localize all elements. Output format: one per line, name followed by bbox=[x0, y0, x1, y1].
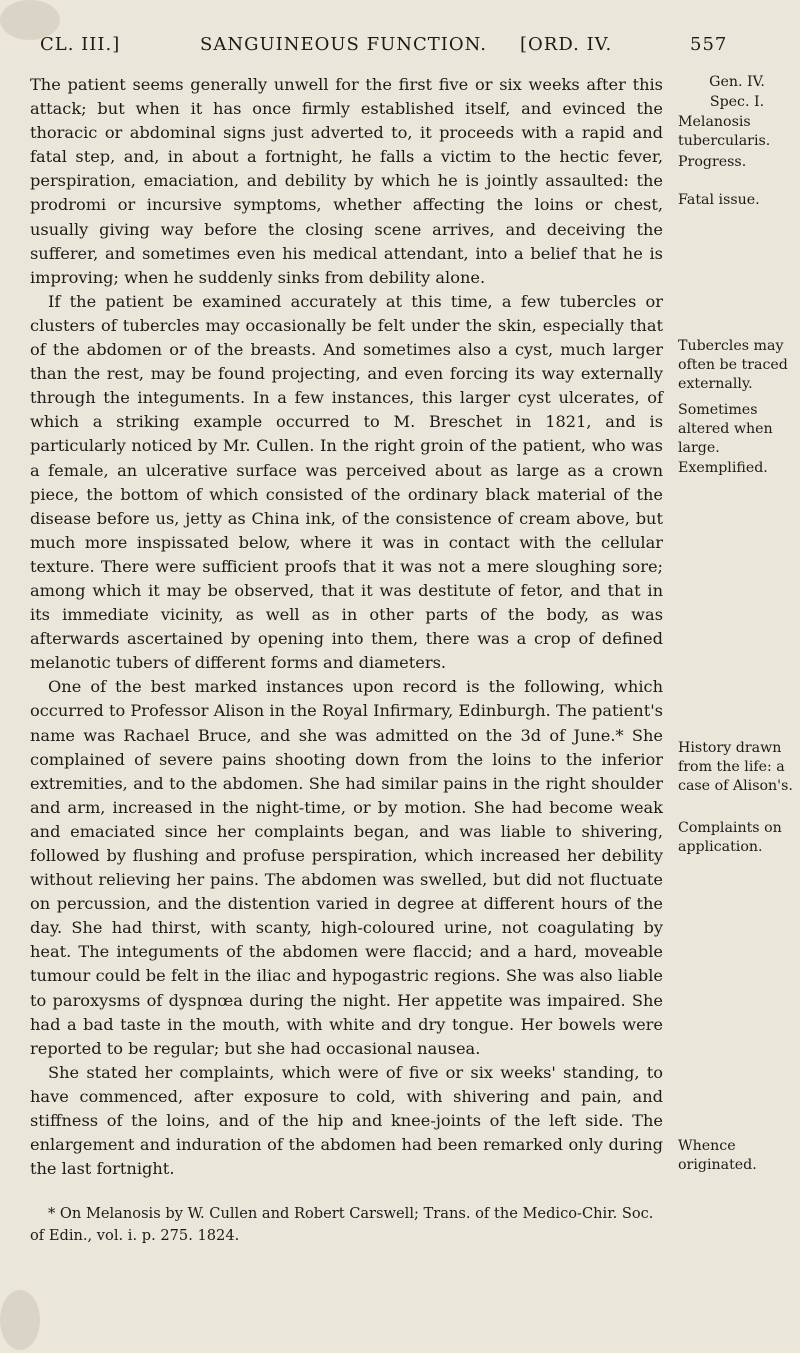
paragraph: One of the best marked instances upon record is the following, which occurred to Professor Alison in the Royal Infirmary, Edinburgh. The patient's name was Rachael Bruce, and she was admitted on the 3d of June.* She complained of severe pains shooting down from the loins to the inferior extremities, and to the abdomen. She had similar pains in the right shoulder and arm, increased in the night-time, or by motion. She had become weak and emaciated since her complaints began, and was liable to shivering, followed by flushing and profuse perspiration, which increased her debility without relieving her pains. The abdomen was swelled, but did not fluctuate on percussion, and the distention varied in degree at different hours of the day. She had thirst, with scanty, high-coloured urine, not coagulating by heat. The integuments of the abdomen were flaccid; and a hard, moveable tumour could be felt in the iliac and hypogastric regions. She was also liable to paroxysms of dyspnœa during the night. Her appetite was impaired. She had a bad taste in the mouth, with white and dry tongue. Her bowels were reported to be regular; but she had occasional nausea. bbox=[30, 677, 663, 1058]
margin-fatal: Fatal issue. bbox=[678, 192, 760, 208]
running-header bbox=[40, 34, 770, 64]
paragraph: She stated her complaints, which were of five or six weeks' standing, to have commenced, after exposure to cold, with shivering and pain, and stiffness of the loins, and of the hip and knee-joints of the left side. The enlargement and induration of the abdomen had been remarked only during the last fortnight. bbox=[30, 1062, 663, 1179]
margin-complaints: Complaints on application. bbox=[678, 820, 782, 855]
page-number: 557 bbox=[690, 34, 728, 55]
margin-whence: Whence originated. bbox=[678, 1138, 757, 1173]
header-title: SANGUINEOUS FUNCTION. bbox=[200, 34, 487, 55]
paragraph: If the patient be examined accurately at this time, a few tubercles or clusters of tubercles may occasionally be felt under the skin, especially that of the abdomen or of the breasts. And sometimes also a cyst, much larger than the rest, may be found projecting, and even forcing its way externally through the integuments. In a few instances, this larger cyst ulcerates, of which a striking example occurred to M. Breschet in 1821, and is particularly noticed by Mr. Cullen. In the right groin of the patient, who was a female, an ulcerative surface was perceived about as large as a crown piece, the bottom of which consisted of the ordinary black material of the disease before us, jetty as China ink, of the consistence of cream above, but much more inspissated below, where it was in contact with the cellular texture. There were sufficient proofs that it was not a mere sloughing sore; among which it may be observed, that it was destitute of fetor, and that in its immediate vicinity, as well as in other parts of the body, as was afterwards ascertained by opening into them, there was a crop of defined melanotic tubers of different forms and diameters. bbox=[30, 291, 663, 673]
footnote: * On Melanosis by W. Cullen and Robert Carswell; Trans. of the Medico-Chir. Soc. of Edin., vol. i. p. 275. 1824. bbox=[30, 1205, 654, 1244]
margin-exemplified: Exemplified. bbox=[678, 460, 768, 476]
header-order: [ORD. IV. bbox=[520, 34, 613, 55]
header-section: CL. III.] bbox=[40, 34, 121, 55]
paragraph: The patient seems generally unwell for the first five or six weeks after this attack; but when it has once firmly established itself, and evinced the thoracic or abdominal signs just adverted to, it proceeds with a rapid and fatal step, and, in about a fortnight, he falls a victim to the hectic fever, perspiration, emaciation, and debility by which he is jointly assaulted: the prodromi or incursive symptoms, whether affecting the loins or chest, usually giving way before the closing scene arrives, and deceiving the sufferer, and sometimes even his medical attendant, into a belief that he is improving; when he suddenly sinks from debility alone. bbox=[30, 75, 663, 287]
margin-tubercles: Tubercles may often be traced externally. bbox=[678, 338, 788, 392]
margin-history: History drawn from the life: a case of Alison's. bbox=[678, 740, 793, 794]
margin-progress: Progress. bbox=[678, 154, 747, 170]
margin-sometimes: Sometimes altered when large. bbox=[678, 402, 773, 456]
margin-species-name: Melanosis tubercularis. bbox=[678, 114, 771, 149]
margin-genus: Gen. IV. bbox=[709, 74, 765, 90]
margin-species: Spec. I. bbox=[709, 94, 765, 110]
main-text bbox=[30, 73, 663, 1181]
